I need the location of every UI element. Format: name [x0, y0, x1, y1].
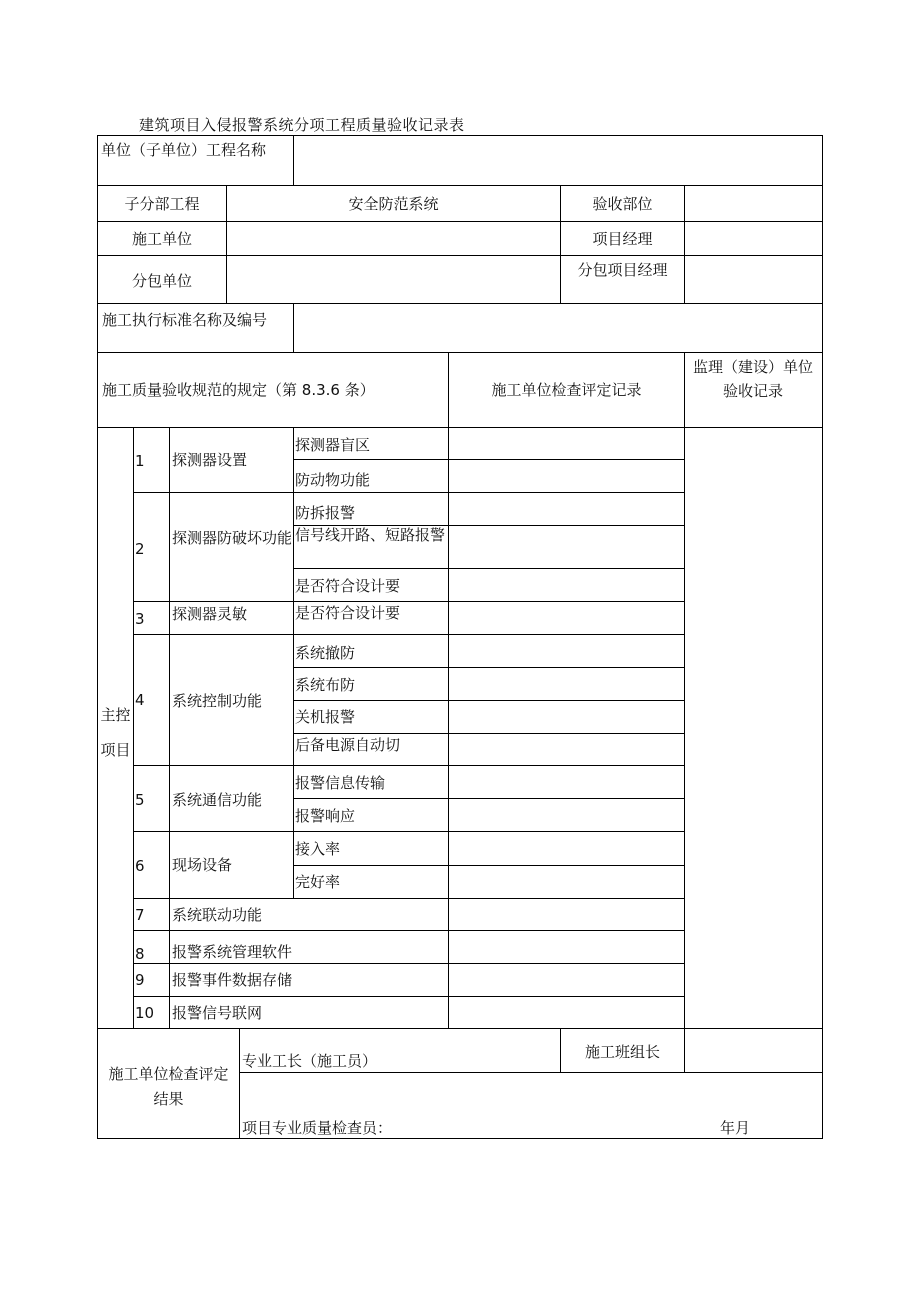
- item-name: 探测器设置: [172, 451, 248, 469]
- team-leader-label: 施工班组长: [584, 1043, 660, 1061]
- item-number: 8: [135, 945, 145, 963]
- result-label-line1: 施工单位检查评定: [108, 1065, 229, 1083]
- project-manager-label: 项目经理: [592, 230, 653, 248]
- sub-item: 关机报警: [295, 708, 356, 726]
- item-name: 系统通信功能: [172, 791, 263, 809]
- item-name: 系统联动功能: [172, 906, 263, 924]
- supervision-column-header-line1: 监理（建设）单位: [692, 358, 813, 376]
- result-label-line2: 结果: [153, 1090, 184, 1108]
- sub-item: 完好率: [295, 873, 341, 891]
- date-label: 年月: [720, 1119, 751, 1137]
- page-title: 建筑项目入侵报警系统分项工程质量验收记录表: [139, 116, 465, 134]
- sub-item: 报警信息传输: [295, 774, 386, 792]
- item-number: 6: [135, 857, 145, 875]
- main-control-label-line2: 项目: [100, 741, 131, 759]
- item-number: 3: [135, 610, 145, 628]
- supervision-column-header-line2: 验收记录: [722, 382, 783, 400]
- sub-item: 后备电源自动切: [295, 736, 401, 754]
- subcontract-unit-label: 分包单位: [131, 272, 192, 290]
- check-record-column-header: 施工单位检查评定记录: [491, 381, 642, 399]
- item-name: 探测器灵敏: [172, 605, 248, 623]
- item-number: 4: [135, 691, 145, 709]
- unit-name-label: 单位（子单位）工程名称: [101, 141, 267, 159]
- item-number: 7: [135, 906, 145, 924]
- sub-item: 系统撤防: [295, 644, 356, 662]
- sub-division-value: 安全防范系统: [348, 195, 439, 213]
- sub-item: 系统布防: [295, 676, 356, 694]
- standard-label: 施工执行标准名称及编号: [102, 311, 268, 329]
- subcontract-manager-label: 分包项目经理: [577, 261, 668, 279]
- sub-item: 报警响应: [295, 807, 356, 825]
- item-name: 报警信号联网: [172, 1004, 263, 1022]
- main-control-label-line1: 主控: [100, 706, 131, 724]
- item-number: 1: [135, 452, 145, 470]
- sub-item: 防动物功能: [295, 471, 371, 489]
- spec-column-header: 施工质量验收规范的规定（第 8.3.6 条）: [102, 381, 375, 399]
- item-number: 9: [135, 971, 145, 989]
- item-number: 5: [135, 791, 145, 809]
- sub-item: 信号线开路、短路报警: [295, 526, 446, 544]
- sub-item: 防拆报警: [295, 504, 356, 522]
- sub-division-label: 子分部工程: [124, 195, 200, 213]
- item-name: 探测器防破坏功能: [172, 529, 293, 547]
- sub-item: 是否符合设计要: [295, 577, 401, 595]
- sub-item: 探测器盲区: [295, 436, 371, 454]
- item-name: 系统控制功能: [172, 692, 263, 710]
- sub-item: 是否符合设计要: [295, 604, 401, 622]
- inspector-label: 项目专业质量检查员：: [242, 1119, 393, 1137]
- item-name: 现场设备: [172, 856, 233, 874]
- foreman-label: 专业工长（施工员）: [242, 1052, 378, 1070]
- item-name: 报警系统管理软件: [172, 943, 293, 961]
- item-number: 2: [135, 540, 145, 558]
- sub-item: 接入率: [295, 840, 341, 858]
- item-name: 报警事件数据存储: [172, 971, 293, 989]
- construction-unit-label: 施工单位: [131, 230, 192, 248]
- acceptance-part-label: 验收部位: [592, 195, 653, 213]
- item-number: 10: [135, 1004, 155, 1022]
